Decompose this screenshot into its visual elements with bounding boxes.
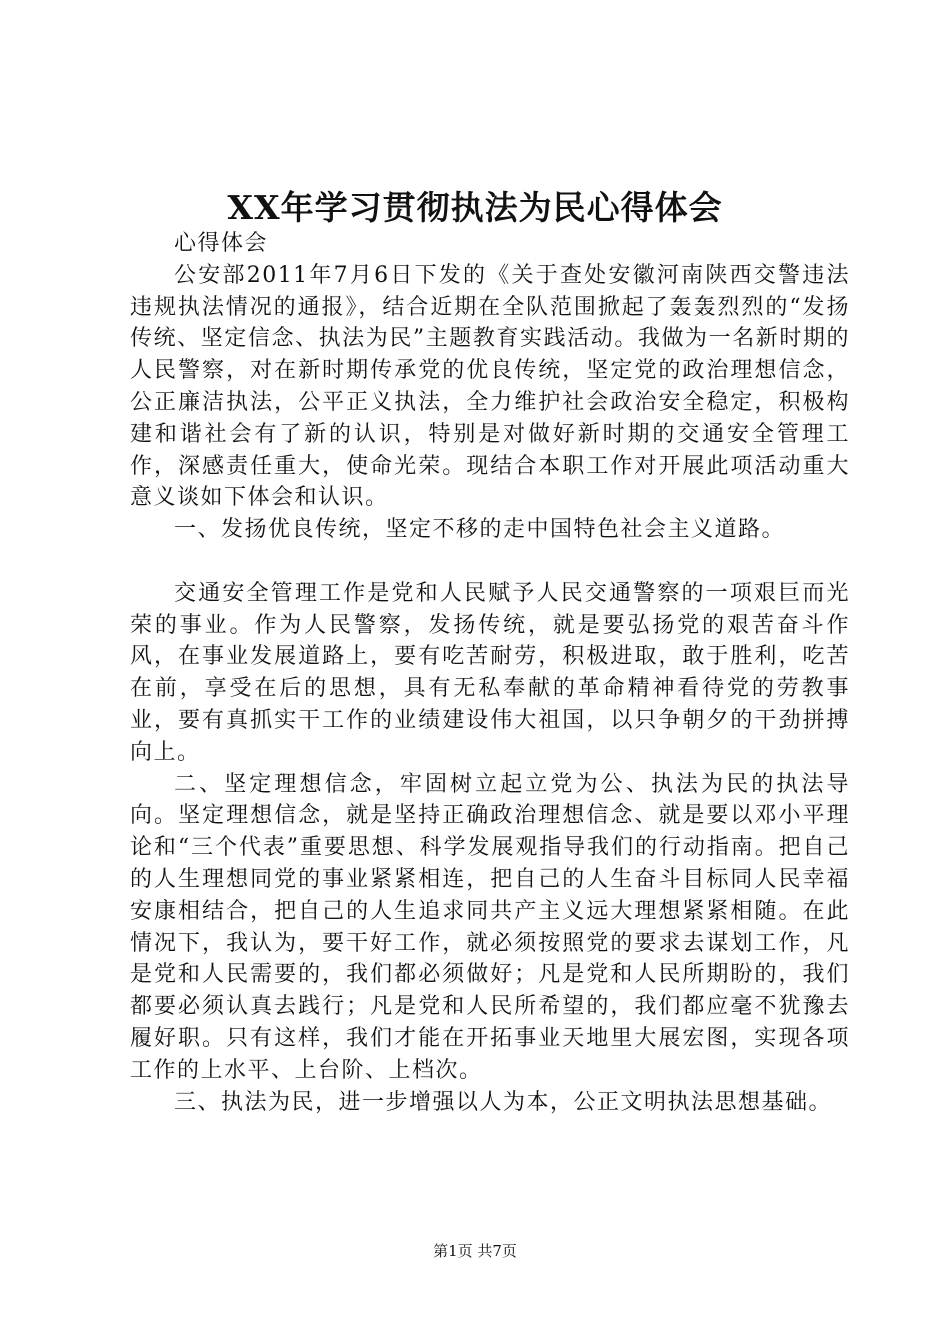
paragraph-intro: 公安部2011年7月6日下发的《关于查处安徽河南陕西交警违法违规执法情况的通报》，结合近期在全队范围掀起了轰轰烈烈的“发扬传统、坚定信念、执法为民”主题教育实践活动。我做为一名新时期的人民警察，对在新时期传承党的优良传统，坚定党的政治理想信念，公正廉洁执法，公平正义执法，全力维护社会政治安全稳定，积极构建和谐社会有了新的认识，特别是对做好新时期的交通安全管理工作，深感责任重大，使命光荣。现结合本职工作对开展此项活动重大意义谈如下体会和认识。: [130, 262, 850, 511]
paragraph-section-one-body: 交通安全管理工作是党和人民赋予人民交通警察的一项艰巨而光荣的事业。作为人民警察，发扬传统，就是要弘扬党的艰苦奋斗作风，在事业发展道路上，要有吃苦耐劳，积极进取，敢于胜利，吃苦在前，享受在后的思想，具有无私奉献的革命精神看待党的劳教事业，要有真抓实干工作的业绩建设伟大祖国，以只争朝夕的干劲拼搏向上。: [130, 580, 850, 765]
paragraph-heading: 心得体会: [174, 231, 269, 256]
paragraph-section-two: 二、坚定理想信念，牢固树立起立党为公、执法为民的执法导向。坚定理想信念，就是坚持正确政治理想信念、就是要以邓小平理论和“三个代表”重要思想、科学发展观指导我们的行动指南。把自己的人生理想同党的事业紧紧相连，把自己的人生奋斗目标同人民幸福安康相结合，把自己的人生追求同共产主义远大理想紧紧相随。在此情况下，我认为，要干好工作，就必须按照党的要求去谋划工作，凡是党和人民需要的，我们都必须做好；凡是党和人民所期盼的，我们都要必须认真去践行；凡是党和人民所希望的，我们都应毫不犹豫去履好职。只有这样，我们才能在开拓事业天地里大展宏图，实现各项工作的上水平、上台阶、上档次。: [130, 771, 850, 1083]
document-body: [130, 228, 850, 1118]
document-title: XX年学习贯彻执法为民心得体会: [227, 188, 723, 227]
page-footer: 第1页 共7页: [433, 1242, 517, 1260]
paragraph-section-three-heading: 三、执法为民，进一步增强以人为本，公正文明执法思想基础。: [174, 1089, 833, 1115]
paragraph-spacer: [130, 546, 850, 578]
paragraph-section-one-heading: 一、发扬优良传统，坚定不移的走中国特色社会主义道路。: [174, 517, 786, 543]
